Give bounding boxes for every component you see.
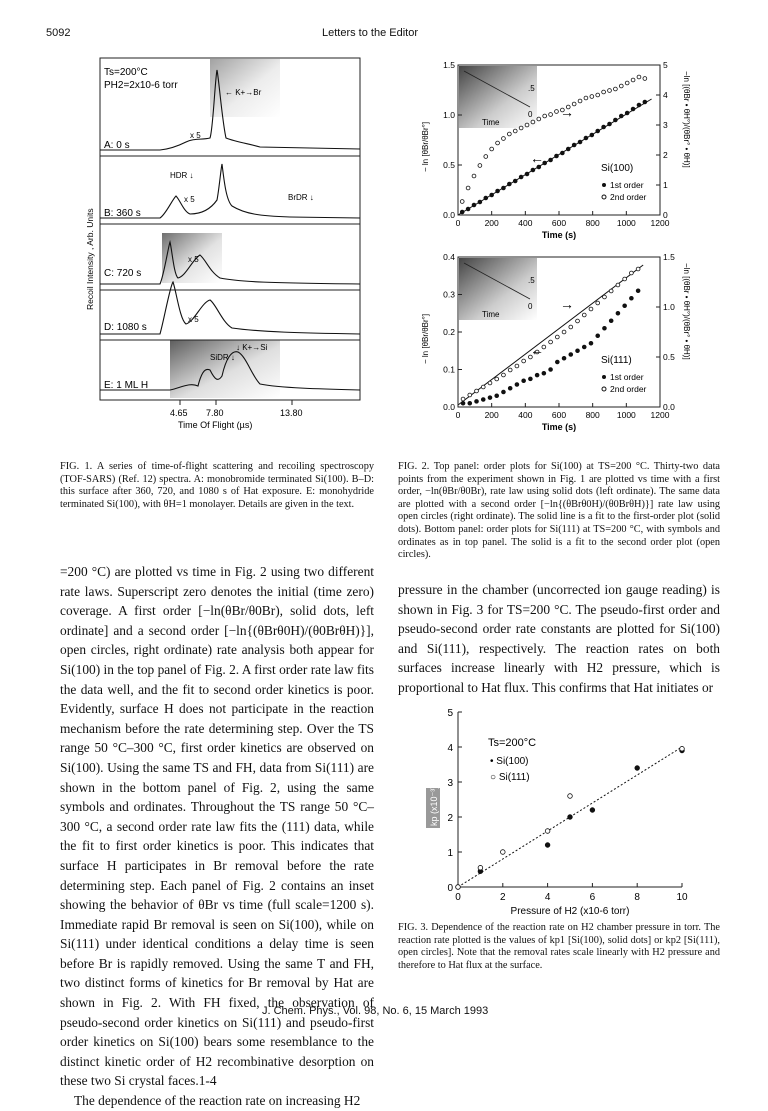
second-order-point (582, 313, 586, 317)
x-tick-label: 800 (585, 218, 600, 228)
left-axis-label: − ln [θBr/θBr°] (421, 121, 430, 172)
second-order-point (569, 325, 573, 329)
first-order-point (481, 398, 485, 402)
x-tick-label: 400 (518, 218, 533, 228)
y2-tick-label: 1.0 (663, 302, 675, 312)
first-order-point (478, 200, 482, 204)
first-order-point (468, 401, 472, 405)
first-order-point (502, 186, 506, 190)
second-order-point (481, 385, 485, 389)
y2-tick-label: 2 (663, 150, 668, 160)
x-tick-label: 10 (676, 892, 688, 903)
figure-1-caption: FIG. 1. A series of time-of-flight scattering and recoiling spectroscopy (TOF-SARS) (Ref. 12) spectra. A: monobromide terminated Si(100). B–D: this surface after 360, 720, and 1080 s of Hat exposure. E: monohydride terminated Si(100), with θH=1 monolayer. Details are given in the text. (60, 461, 374, 510)
page-number: 5092 (46, 27, 71, 39)
first-order-point (490, 193, 494, 197)
first-order-point (590, 133, 594, 137)
si100-point (568, 815, 573, 820)
y-tick-label: 0.1 (443, 364, 455, 375)
running-title: Letters to the Editor (322, 27, 418, 39)
inset-label: .5 (528, 84, 535, 93)
second-order-point (637, 75, 641, 79)
first-order-point (460, 210, 464, 214)
y-tick-label: 1.5 (443, 60, 455, 70)
fig3-ts-label: Ts=200°C (488, 737, 537, 749)
fig1-panel-label: D: 1080 s (104, 322, 147, 333)
y2-tick-label: 0 (663, 210, 668, 220)
first-order-point (495, 394, 499, 398)
second-order-point (631, 78, 635, 82)
fig1-panel-label: C: 720 s (104, 268, 142, 279)
y-tick-label: 0.4 (443, 252, 455, 262)
second-order-point (513, 129, 517, 133)
body-text-right (398, 580, 720, 698)
x-tick-label: 200 (484, 218, 499, 228)
first-order-point (562, 356, 566, 360)
y-tick-label: 2 (447, 813, 453, 824)
inset-label: 0 (528, 302, 533, 311)
fig1-ylabel: Recoil Intensity , Arb. Units (85, 208, 95, 310)
second-order-point (461, 397, 465, 401)
first-order-point (643, 100, 647, 104)
y-tick-label: 0 (447, 883, 453, 894)
fig1-note: BrDR ↓ (288, 193, 314, 202)
y-tick-label: 4 (447, 743, 453, 754)
y-tick-label: 0.5 (443, 160, 455, 170)
fig1-xlabel: Time Of Flight (µs) (178, 420, 253, 430)
fig1-panel-label: B: 360 s (104, 208, 141, 219)
first-order-point (507, 182, 511, 186)
arrow-left-icon: ← (530, 150, 544, 166)
fig1-xtick: 4.65 (170, 408, 188, 418)
figure-1 (60, 50, 370, 440)
second-order-point (613, 87, 617, 91)
first-order-point (484, 196, 488, 200)
second-order-point (549, 340, 553, 344)
x-tick-label: 0 (455, 218, 461, 228)
legend-label: 1st order (610, 372, 644, 382)
second-order-point (576, 319, 580, 323)
x-tick-label: 1200 (650, 410, 670, 420)
first-order-point (637, 103, 641, 107)
si111-point (456, 885, 461, 890)
second-order-point (515, 364, 519, 368)
first-order-point (515, 383, 519, 387)
y2-tick-label: 0.0 (663, 402, 675, 412)
second-order-point (466, 186, 470, 190)
arrow-right-icon: → (560, 296, 574, 312)
first-order-point (528, 377, 532, 381)
first-order-point (525, 172, 529, 176)
x-tick-label: 2 (500, 892, 506, 903)
inset-label: .5 (528, 276, 535, 285)
fig1-xtick: 7.80 (206, 408, 224, 418)
legend-title: Si(111) (601, 355, 632, 366)
first-order-point (555, 360, 559, 364)
first-order-point (569, 353, 573, 357)
first-order-point (472, 203, 476, 207)
left-axis-label: − ln [θBr/θBr°] (421, 313, 430, 364)
legend-label: 2nd order (610, 192, 647, 202)
si111-point (545, 829, 550, 834)
second-order-point (525, 123, 529, 127)
first-order-point (609, 319, 613, 323)
first-order-point (629, 296, 633, 300)
inset-label: Time (482, 310, 500, 319)
second-order-point (608, 89, 612, 93)
second-order-point (488, 381, 492, 385)
paragraph: =200 °C) are plotted vs time in Fig. 2 using two different rate laws. Superscript zero denotes the initial (time zero) coverage. A first order [−ln(θBr/θ0Br), solid dots, left ordinate] and a second order [−ln{(θBrθ0H)/(θ0BrθH)}], open circles, right ordinate) rate analysis both appear for Si(100) in the top panel of Fig. 2. A first order rate law fits the data well, and the fit to second order kinetics is poor. Evidently, surface H does not participate in the reaction mechanism before the rate determining step. Over the TS range 50 °C–300 °C, first order kinetics are observed on Si(100). Using the same TS and FH, data from Si(111) are shown in the bottom panel of Fig. 2, using the same symbols and ordinates. Throughout the TS range 50 °C–300 °C, a second order rate law fits the (111) data, while the fit to first order kinetics is poor. This indicates that surface H participates in Br removal before the rate determining step. Each panel of Fig. 2 contains an inset showing the behavior of θBr vs time (full scale=1200 s). Immediate rapid Br removal is seen on Si(100), while on Si(111) under identical conditions a delay time is seen before Br is rapidly removed. Using the same T and FH, two distinct forms of kinetics for Br removal by Hat are shown in Fig. 2. With FH fixed, the observation of pseudo-second order kinetics on Si(111) and pseudo-first order kinetics on Si(100) bears some resemblance to the distinct kinetic order of H2 recombinative desorption on these two Si crystal faces.1-4 (60, 564, 374, 1089)
x-tick-label: 4 (544, 892, 551, 903)
first-order-point (542, 371, 546, 375)
legend-marker (602, 387, 606, 391)
y-tick-label: 1 (447, 848, 453, 859)
first-order-point (596, 129, 600, 133)
second-order-point (522, 359, 526, 363)
x-tick-label: 1000 (616, 218, 636, 228)
second-order-point (590, 95, 594, 99)
y2-tick-label: 5 (663, 60, 668, 70)
second-order-point (537, 117, 541, 121)
y-tick-label: 0.3 (443, 289, 455, 300)
second-order-point (531, 120, 535, 124)
first-order-point (584, 136, 588, 140)
first-order-point (466, 207, 470, 211)
second-order-point (609, 289, 613, 293)
second-order-point (629, 271, 633, 275)
second-order-point (472, 174, 476, 178)
first-order-point (508, 386, 512, 390)
right-axis-label: −ln [(θBr • θH°)/(θBr° • θH)] (682, 71, 691, 168)
first-order-point (631, 107, 635, 111)
second-order-point (475, 389, 479, 393)
first-order-point (616, 311, 620, 315)
arrow-left-icon: ← (530, 342, 544, 358)
second-order-point (460, 200, 464, 204)
si111-point (478, 865, 483, 870)
y-axis-label: kp (x10⁻³) (429, 785, 439, 826)
legend-marker (602, 183, 606, 187)
first-order-point (513, 179, 517, 183)
paragraph: The dependence of the reaction rate on increasing H2 (74, 1093, 361, 1109)
second-order-point (623, 277, 627, 281)
first-order-point (636, 289, 640, 293)
first-order-point (613, 118, 617, 122)
x-tick-label: 600 (551, 218, 567, 228)
first-order-point (589, 341, 593, 345)
right-axis-label: −ln [(θBr • θH°)/(θBr° • θH)] (682, 263, 691, 360)
second-order-point (589, 307, 593, 311)
x-axis-label: Time (s) (541, 422, 577, 432)
fig1-note: HDR ↓ (170, 171, 194, 180)
second-order-point (596, 93, 600, 97)
second-order-point (468, 393, 472, 397)
fig1-panel-label: A: 0 s (104, 140, 130, 151)
si111-point (501, 850, 506, 855)
y-tick-label: 0.0 (443, 210, 455, 220)
x-tick-label: 8 (634, 892, 640, 903)
second-order-point (490, 147, 494, 151)
second-order-point (549, 113, 553, 117)
y-tick-label: 0.2 (443, 327, 455, 337)
y-tick-label: 1.0 (443, 110, 455, 120)
x-tick-label: 200 (484, 410, 499, 420)
y2-tick-label: 1 (663, 180, 668, 190)
second-order-point (507, 132, 511, 136)
fig1-note: x 5 (188, 255, 199, 264)
arrow-right-icon: → (560, 104, 574, 120)
second-order-point (496, 141, 500, 145)
y-tick-label: 3 (447, 778, 453, 789)
first-order-point (602, 125, 606, 129)
first-order-point (488, 396, 492, 400)
x-tick-label: 800 (585, 410, 600, 420)
first-order-point (582, 345, 586, 349)
paragraph: pressure in the chamber (uncorrected ion gauge reading) is shown in Fig. 3 for TS=200 °C. The pseudo-first order and pseudo-second order rate constants are plotted for Si(100) and Si(111), respectively. The reaction rates on both surfaces increase linearly with H2 pressure, which is proportional to Hat flux. This confirms that Hat initiates or (398, 582, 720, 695)
first-order-point (496, 189, 500, 193)
second-order-point (584, 96, 588, 100)
legend-label: 1st order (610, 180, 644, 190)
second-order-point (602, 90, 606, 94)
x-tick-label: 0 (455, 892, 461, 903)
second-order-point (578, 99, 582, 103)
inset-label: 0 (528, 110, 533, 119)
fig1-note: x 5 (188, 315, 199, 324)
first-order-point (576, 349, 580, 353)
first-order-point (608, 122, 612, 126)
fig1-note: ↓ K+→Si (236, 343, 268, 352)
x-axis-label: Time (s) (541, 230, 577, 240)
x-tick-label: 1200 (650, 218, 670, 228)
first-order-point (549, 368, 553, 372)
fig1-note: ← K+→Br (225, 88, 262, 97)
second-order-point (562, 330, 566, 334)
first-order-point (623, 304, 627, 308)
fig1-temp: Ts=200°C (104, 67, 148, 78)
second-order-point (619, 84, 623, 88)
figure-2 (400, 55, 700, 440)
first-order-point (603, 326, 607, 330)
legend-label: • Si(100) (490, 756, 529, 767)
second-order-point (616, 283, 620, 287)
first-order-point (502, 390, 506, 394)
y2-tick-label: 1.5 (663, 252, 675, 262)
second-order-point (502, 373, 506, 377)
second-order-point (636, 267, 640, 271)
fig1-panel-label: E: 1 ML H (104, 380, 149, 391)
fig1-note: x 5 (184, 195, 195, 204)
first-order-point (560, 151, 564, 155)
first-order-point (535, 373, 539, 377)
second-order-point (502, 137, 506, 141)
first-order-point (475, 399, 479, 403)
y2-tick-label: 0.5 (663, 352, 675, 362)
fig1-note: x 5 (190, 131, 201, 140)
second-order-point (603, 295, 607, 299)
x-tick-label: 6 (589, 892, 596, 903)
first-order-point (555, 154, 559, 158)
inset-label: Time (482, 118, 500, 127)
y-tick-label: 0.0 (443, 402, 455, 412)
fig1-xtick: 13.80 (280, 408, 303, 418)
first-order-point (522, 379, 526, 383)
legend-label: 2nd order (610, 384, 647, 394)
body-text-left (60, 562, 374, 1111)
si111-point (680, 746, 685, 751)
first-order-point (596, 334, 600, 338)
first-order-point (619, 114, 623, 118)
second-order-point (555, 335, 559, 339)
footer-citation: J. Chem. Phys., Vol. 98, No. 6, 15 March 1993 (262, 1005, 489, 1017)
first-order-point (461, 401, 465, 405)
first-order-point (572, 143, 576, 147)
second-order-point (478, 164, 482, 168)
first-order-point (549, 158, 553, 162)
legend-title: Si(100) (601, 163, 634, 174)
x-tick-label: 1000 (616, 410, 636, 420)
y-tick-label: 5 (447, 708, 453, 719)
x-tick-label: 0 (455, 410, 461, 420)
second-order-point (596, 301, 600, 305)
legend-marker (602, 375, 606, 379)
second-order-point (543, 114, 547, 118)
legend-label: ○ Si(111) (490, 772, 530, 783)
x-tick-label: 600 (551, 410, 567, 420)
fig1-pressure: PH2=2x10-6 torr (104, 80, 178, 91)
si100-point (545, 843, 550, 848)
second-order-point (495, 377, 499, 381)
y2-tick-label: 4 (663, 90, 668, 100)
first-order-point (566, 147, 570, 151)
x-axis-label: Pressure of H2 (x10-6 torr) (510, 906, 630, 917)
x-tick-label: 400 (518, 410, 533, 420)
second-order-point (508, 368, 512, 372)
y2-tick-label: 3 (663, 120, 668, 130)
si111-point (568, 794, 573, 799)
second-order-point (643, 77, 647, 81)
second-order-point (519, 126, 523, 130)
figure-2-caption: FIG. 2. Top panel: order plots for Si(100) at TS=200 °C. Thirty-two data points from the experiment shown in Fig. 1 are plotted vs time with a first order, −ln(θBr/θ0Br), rate law using solid dots (left ordinate). The same data are plotted with a second order [−ln{(θBrθ0H)/(θ0BrθH)}] rate law using open circles (right ordinate). The solid line is a fit to the first-order plot (solid dots). Bottom panel: order plots for Si(111) at TS=200 °C, with symbols and ordinates as in top panel. The solid is a fit to the second order plot (open circles). (398, 461, 720, 561)
first-order-point (531, 168, 535, 172)
first-order-point (519, 175, 523, 179)
figure-3 (410, 700, 710, 920)
first-order-point (625, 111, 629, 115)
legend-marker (602, 195, 606, 199)
second-order-point (625, 81, 629, 85)
second-order-point (484, 155, 488, 159)
si100-point (635, 766, 640, 771)
figure-3-caption: FIG. 3. Dependence of the reaction rate on H2 chamber pressure in torr. The reaction rate plotted is the values of kp1 [Si(100), solid dots] or kp2 [Si(111), open circles]. Note that the removal rates scale linearly with H2 pressure and therefore to Hat flux at the surface. (398, 922, 720, 971)
si100-point (590, 808, 595, 813)
second-order-point (555, 110, 559, 114)
first-order-point (578, 140, 582, 144)
fig1-note: SiDR ↓ (210, 353, 235, 362)
